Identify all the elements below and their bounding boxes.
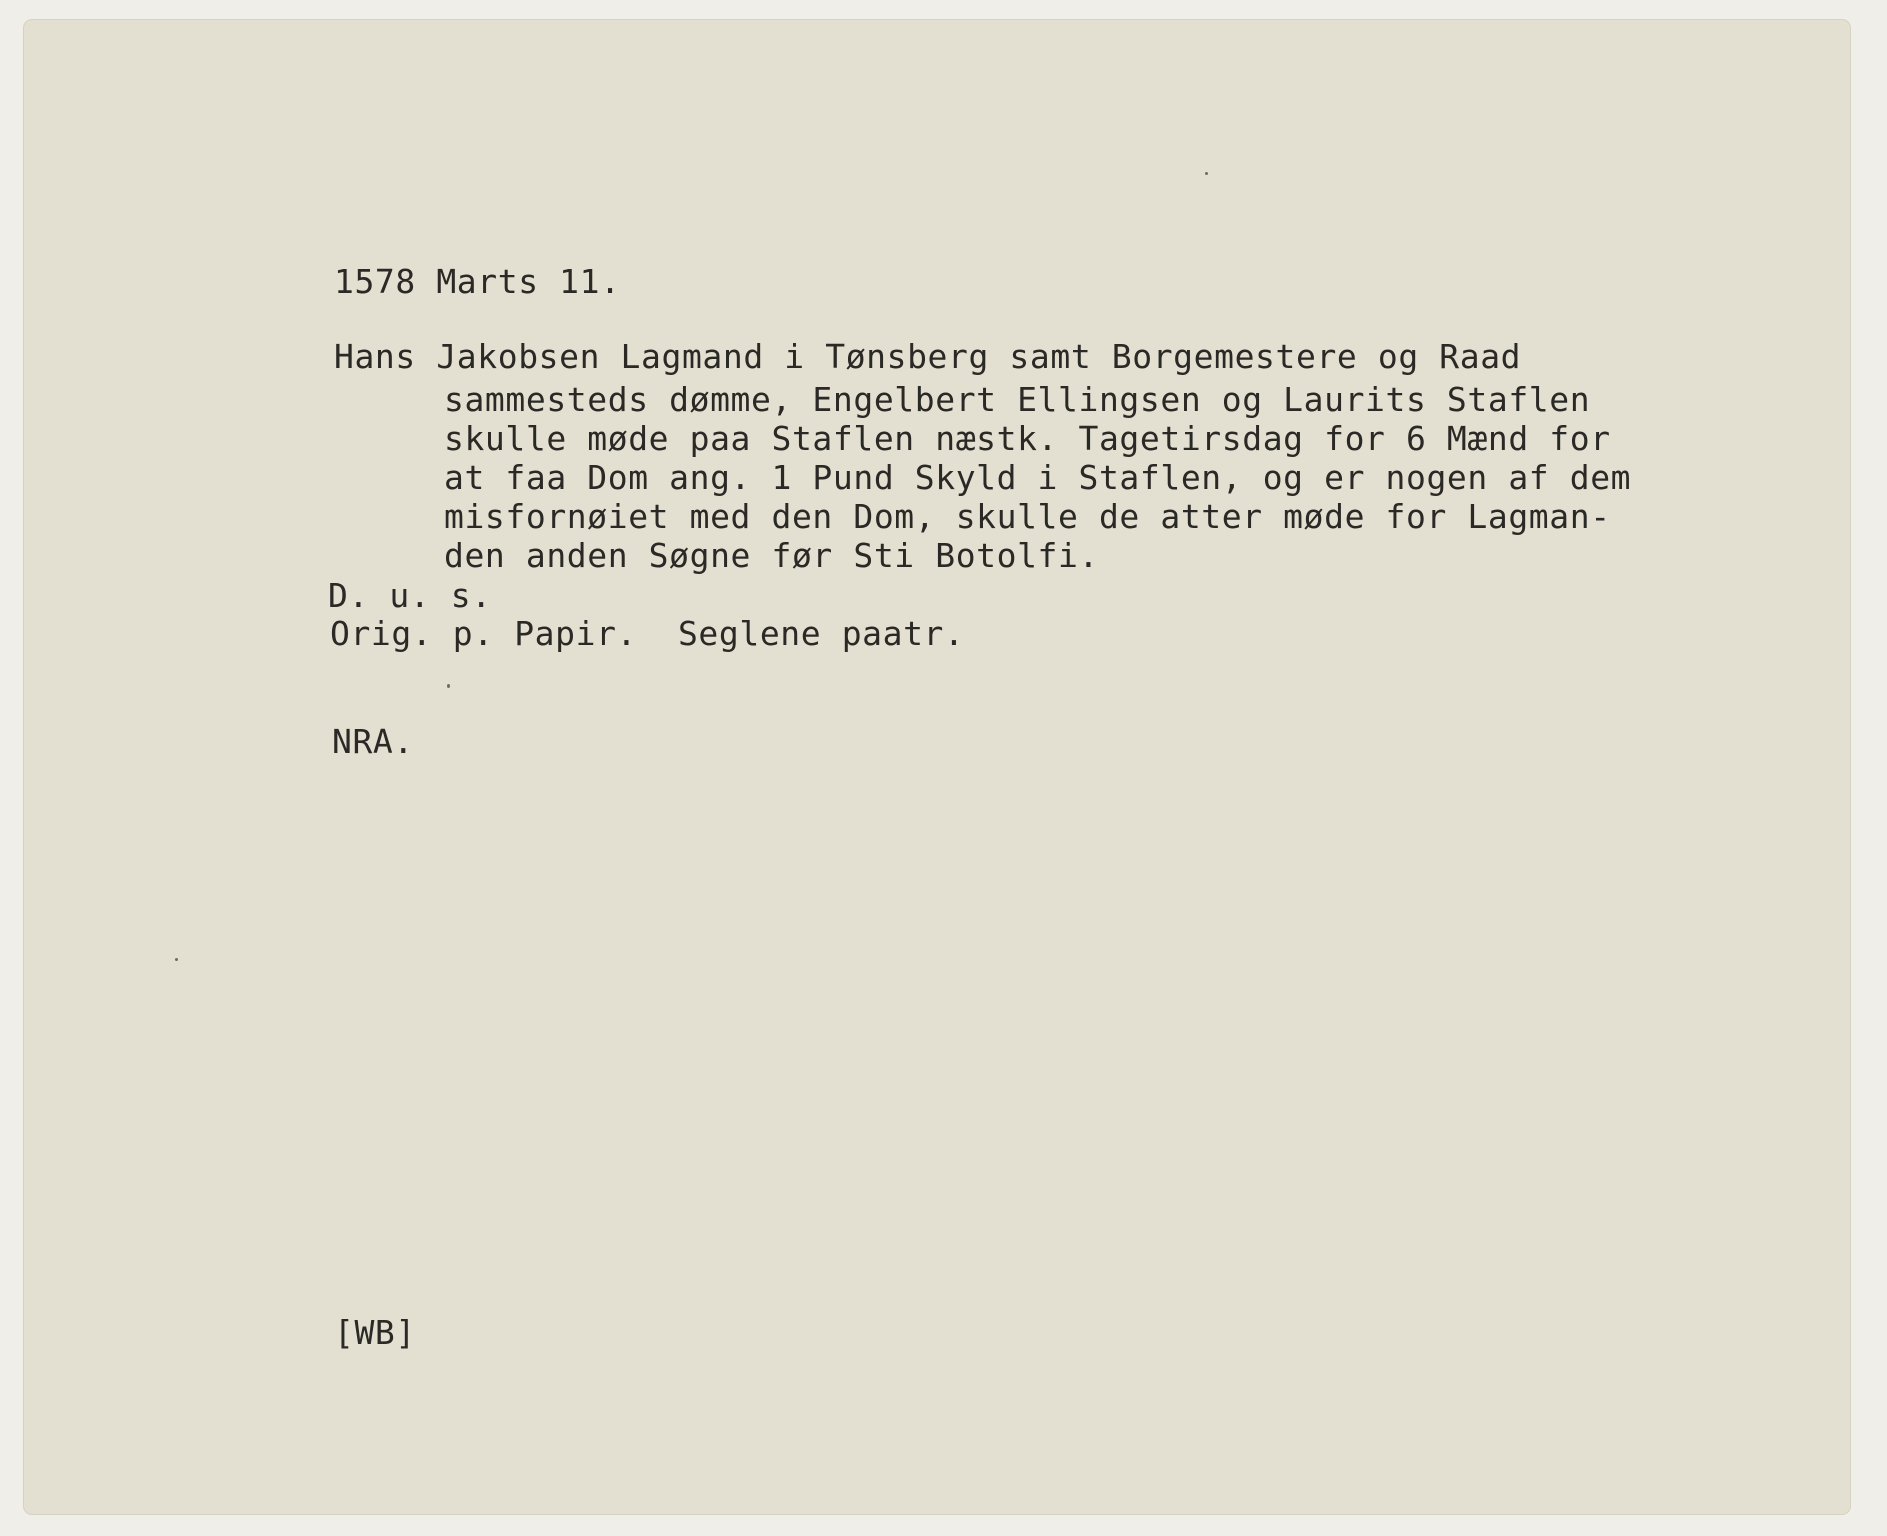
summary-line-4: at faa Dom ang. 1 Pund Skyld i Staflen, og er nogen af dem (444, 458, 1632, 497)
dating-note: D. u. s. (328, 576, 492, 615)
summary-line-1: Hans Jakobsen Lagmand i Tønsberg samt Borgemestere og Raad (334, 337, 1522, 376)
original-note: Orig. p. Papir. Seglene paatr. (330, 614, 965, 653)
index-card (24, 20, 1850, 1514)
summary-line-6: den anden Søgne før Sti Botolfi. (444, 536, 1099, 575)
summary-line-3: skulle møde paa Staflen næstk. Tagetirsdag for 6 Mænd for (444, 419, 1611, 458)
paper-speck (447, 684, 450, 688)
initials: [WB] (334, 1313, 416, 1352)
paper-speck (175, 958, 178, 961)
summary-line-5: misfornøiet med den Dom, skulle de atter møde for Lagman- (444, 497, 1611, 536)
document-date: 1578 Marts 11. (334, 262, 621, 301)
summary-line-2: sammesteds dømme, Engelbert Ellingsen og Laurits Staflen (444, 380, 1591, 419)
paper-speck (1205, 172, 1208, 175)
archive-abbreviation: NRA. (332, 722, 414, 761)
